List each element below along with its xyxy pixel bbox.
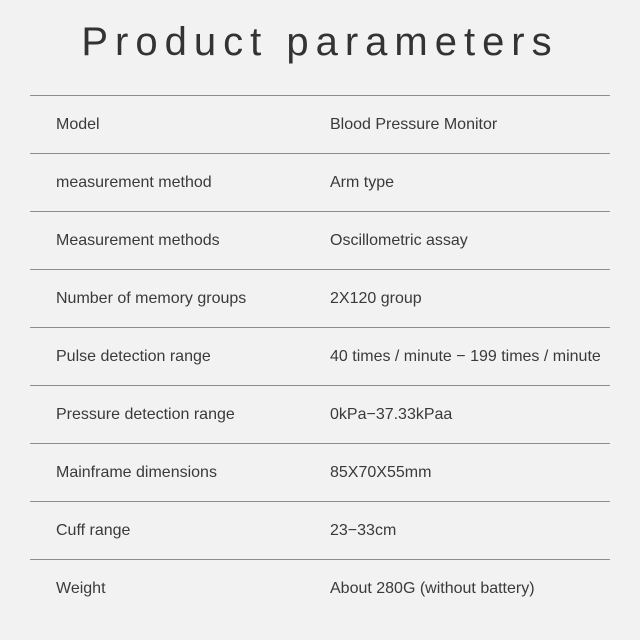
row-label: Weight <box>56 580 106 597</box>
table-row <box>30 154 610 212</box>
row-value: 0kPa−37.33kPaa <box>330 405 453 423</box>
table-row <box>30 502 610 560</box>
row-value: About 280G (without battery) <box>330 580 535 597</box>
row-label: Mainframe dimensions <box>56 463 217 481</box>
page-title: Product parameters <box>81 20 559 64</box>
row-value: 23−33cm <box>330 521 397 539</box>
table-row <box>30 96 610 154</box>
parameters-table <box>30 95 610 618</box>
row-value: Blood Pressure Monitor <box>330 115 498 133</box>
row-value: Oscillometric assay <box>330 231 468 249</box>
row-value: 85X70X55mm <box>330 463 432 481</box>
row-label: Cuff range <box>56 521 131 539</box>
row-label: Measurement methods <box>56 231 220 249</box>
table-row <box>30 270 610 328</box>
table-row <box>30 328 610 386</box>
row-label: Pressure detection range <box>56 405 235 423</box>
row-value: 2X120 group <box>330 289 422 307</box>
table-row <box>30 212 610 270</box>
row-value: 40 times / minute − 199 times / minute <box>330 347 601 365</box>
row-label: Number of memory groups <box>56 289 247 307</box>
table-row <box>30 386 610 444</box>
row-label: Pulse detection range <box>56 347 211 365</box>
row-value: Arm type <box>330 173 395 191</box>
row-label: Model <box>56 115 100 133</box>
table-row <box>30 560 610 618</box>
row-label: measurement method <box>56 173 212 191</box>
table-row <box>30 444 610 502</box>
